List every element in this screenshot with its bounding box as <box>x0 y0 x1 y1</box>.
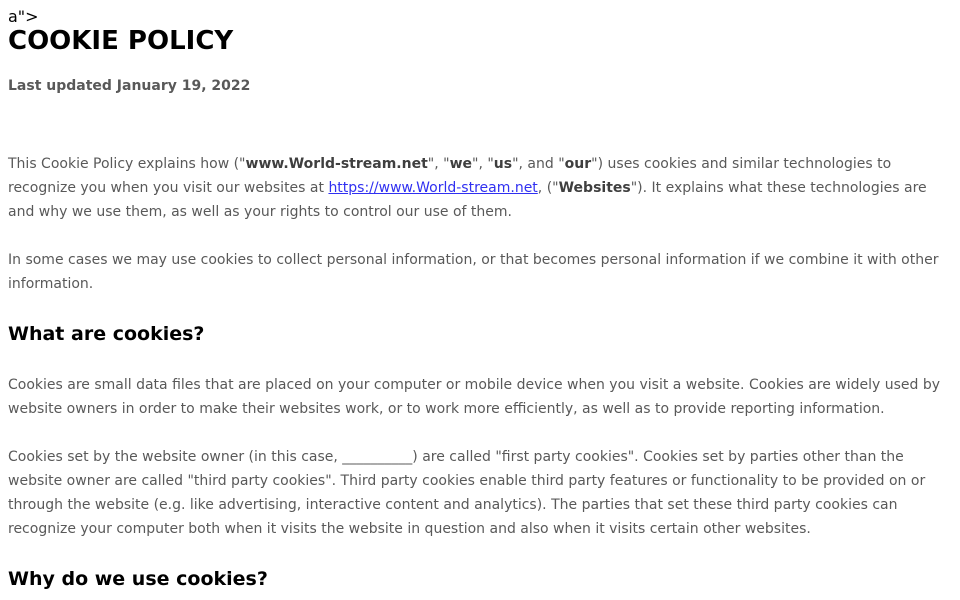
intro-text-4: ", and " <box>512 156 565 172</box>
websites-bold: Websites <box>558 180 631 196</box>
intro-text-2: ", " <box>427 156 450 172</box>
intro-text-3: ", " <box>472 156 494 172</box>
site-name-bold: www.World-stream.net <box>245 156 428 172</box>
we-bold: we <box>449 156 472 172</box>
first-third-party-paragraph: Cookies set by the website owner (in this case, __________) are called "first party cookies". Cookies set by parties other than the website owner are called "third party cookies". Third party cookies enable third party features or functionality to be provided on or through the website (e.g. like advertising, interactive content and analytics). The parties that set these third party cookies can recognize your computer both when it visits the website in question and also when it visits certain other websites. <box>8 449 926 537</box>
us-bold: us <box>493 156 513 172</box>
intro-paragraph <box>8 152 948 224</box>
website-link[interactable]: https://www.World-stream.net <box>328 180 538 196</box>
intro-text-5: ") uses cookies and similar technologies to recognize you when you visit our websites at <box>8 156 892 196</box>
intro-text-6: , (" <box>537 180 559 196</box>
heading-what-are-cookies: What are cookies? <box>8 323 205 345</box>
personal-info-paragraph: In some cases we may use cookies to collect personal information, or that becomes personal information if we combine it with other information. <box>8 252 939 292</box>
stray-markup-text: a"> <box>8 7 39 26</box>
last-updated-date: Last updated January 19, 2022 <box>8 78 251 94</box>
intro-text-7: "). It explains what these technologies are and why we use them, as well as your rights to control our use of them. <box>8 180 927 220</box>
our-bold: our <box>564 156 592 172</box>
page-title: COOKIE POLICY <box>8 26 234 56</box>
intro-text-1: This Cookie Policy explains how (" <box>8 156 246 172</box>
cookies-definition-paragraph: Cookies are small data files that are placed on your computer or mobile device when you visit a website. Cookies are widely used by website owners in order to make their websites work, or to work more efficiently, as well as to provide reporting information. <box>8 377 941 417</box>
heading-why-use-cookies: Why do we use cookies? <box>8 568 268 590</box>
